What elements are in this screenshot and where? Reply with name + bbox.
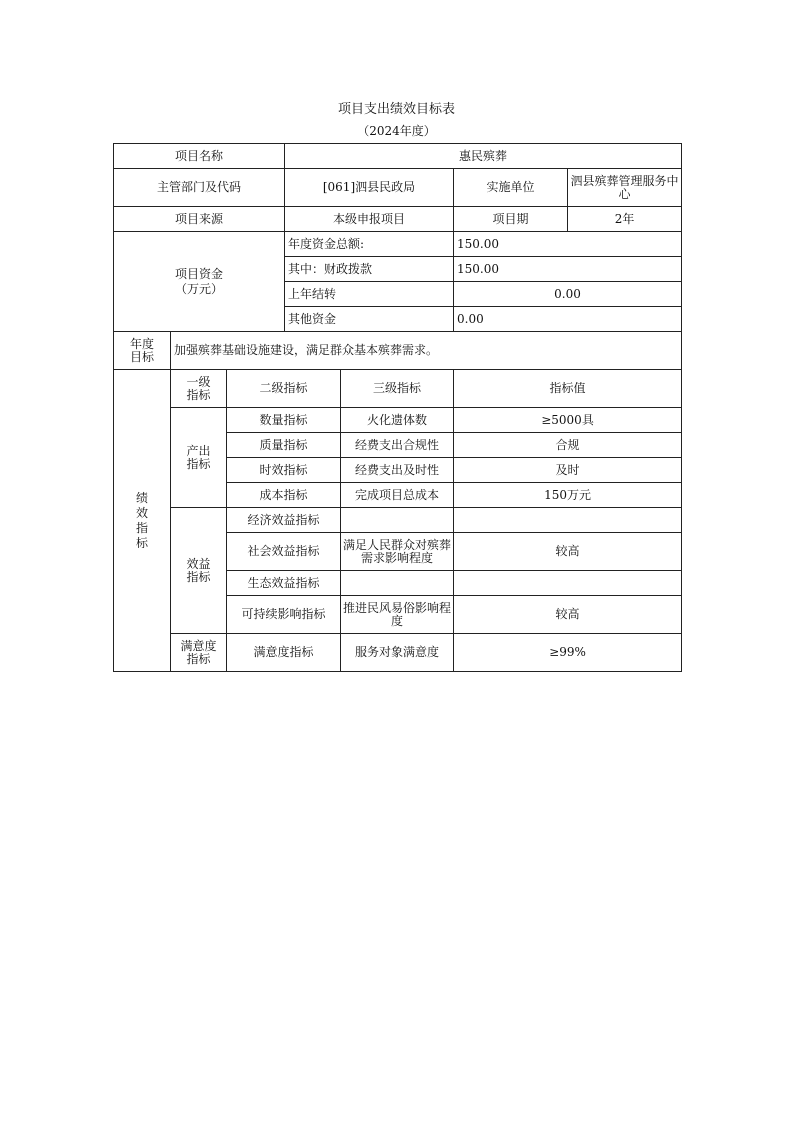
output-value: 合规: [454, 433, 682, 458]
annual-goal-label: [114, 332, 171, 370]
benefit-value: 较高: [454, 596, 682, 634]
table-row: [114, 634, 682, 672]
perf-indicator-label: [114, 370, 171, 672]
project-name-value: 惠民殡葬: [285, 144, 682, 169]
period-label: 项目期: [454, 207, 568, 232]
funds-label: [114, 232, 285, 332]
benefit-level2: 生态效益指标: [227, 571, 341, 596]
funds-carryover-label: 上年结转: [285, 282, 454, 307]
output-level3: 火化遗体数: [341, 408, 454, 433]
dept-value: [061]泗县民政局: [285, 169, 454, 207]
table-row: [114, 332, 682, 370]
benefit-level3-text: 满足人民群众对殡葬需求影响程度: [343, 537, 452, 565]
table-row: [114, 207, 682, 232]
benefit-indicator-label: [171, 508, 227, 634]
benefit-indicator-label-text: 效益指标: [186, 556, 211, 584]
dept-label: 主管部门及代码: [114, 169, 285, 207]
funds-total-value: 150.00: [454, 232, 682, 257]
funds-fiscal-value: 150.00: [454, 257, 682, 282]
output-level3: 经费支出合规性: [341, 433, 454, 458]
table-row: [114, 408, 682, 433]
output-value: 及时: [454, 458, 682, 483]
header-value: 指标值: [454, 370, 682, 408]
output-level2: 成本指标: [227, 483, 341, 508]
satisfaction-indicator-label: [171, 634, 227, 672]
perf-indicator-label-text: 绩效指标: [135, 490, 148, 550]
satisfaction-level2: 满意度指标: [227, 634, 341, 672]
output-level2: 数量指标: [227, 408, 341, 433]
funds-fiscal-label: 其中：财政拨款: [285, 257, 454, 282]
benefit-level3: [341, 596, 454, 634]
funds-carryover-value: 0.00: [454, 282, 682, 307]
annual-goal-label-text: 年度目标: [129, 336, 154, 364]
output-level2: 时效指标: [227, 458, 341, 483]
page-subtitle: （2024年度）: [357, 124, 436, 138]
benefit-level3: [341, 571, 454, 596]
table-row: [114, 144, 682, 169]
output-value: ≥5000具: [454, 408, 682, 433]
benefit-level2: 可持续影响指标: [227, 596, 341, 634]
benefit-value: [454, 571, 682, 596]
funds-other-value: 0.00: [454, 307, 682, 332]
impl-unit-value: 泗县殡葬管理服务中心: [568, 169, 682, 207]
funds-total-label: 年度资金总额:: [285, 232, 454, 257]
table-row: [114, 232, 682, 257]
output-level2: 质量指标: [227, 433, 341, 458]
header-level3: 三级指标: [341, 370, 454, 408]
benefit-level3: [341, 508, 454, 533]
benefit-value: [454, 508, 682, 533]
output-level3: 经费支出及时性: [341, 458, 454, 483]
satisfaction-indicator-label-text: 满意度指标: [180, 638, 217, 666]
page-title: 项目支出绩效目标表: [337, 102, 455, 117]
project-name-label: 项目名称: [114, 144, 285, 169]
output-value: 150万元: [454, 483, 682, 508]
source-label: 项目来源: [114, 207, 285, 232]
table-row: [114, 508, 682, 533]
benefit-level2: 社会效益指标: [227, 533, 341, 571]
benefit-level2: 经济效益指标: [227, 508, 341, 533]
satisfaction-value: ≥99%: [454, 634, 682, 672]
impl-unit-label: 实施单位: [454, 169, 568, 207]
benefit-level3: [341, 533, 454, 571]
output-level3: 完成项目总成本: [341, 483, 454, 508]
header-level2: 二级指标: [227, 370, 341, 408]
period-value: 2年: [568, 207, 682, 232]
funds-other-label: 其他资金: [285, 307, 454, 332]
table-row: [114, 370, 682, 408]
annual-goal-text: 加强殡葬基础设施建设，满足群众基本殡葬需求。: [171, 332, 682, 370]
header-level1: [171, 370, 227, 408]
benefit-level3-text: 推进民风易俗影响程度: [343, 600, 452, 628]
funds-label-text: 项目资金（万元）: [174, 266, 223, 296]
source-value: 本级申报项目: [285, 207, 454, 232]
header-level1-text: 一级指标: [186, 374, 211, 402]
output-indicator-label: [171, 408, 227, 508]
benefit-value: 较高: [454, 533, 682, 571]
output-indicator-label-text: 产出指标: [186, 443, 211, 471]
performance-goal-table: [113, 143, 682, 672]
satisfaction-level3: 服务对象满意度: [341, 634, 454, 672]
table-row: [114, 169, 682, 207]
